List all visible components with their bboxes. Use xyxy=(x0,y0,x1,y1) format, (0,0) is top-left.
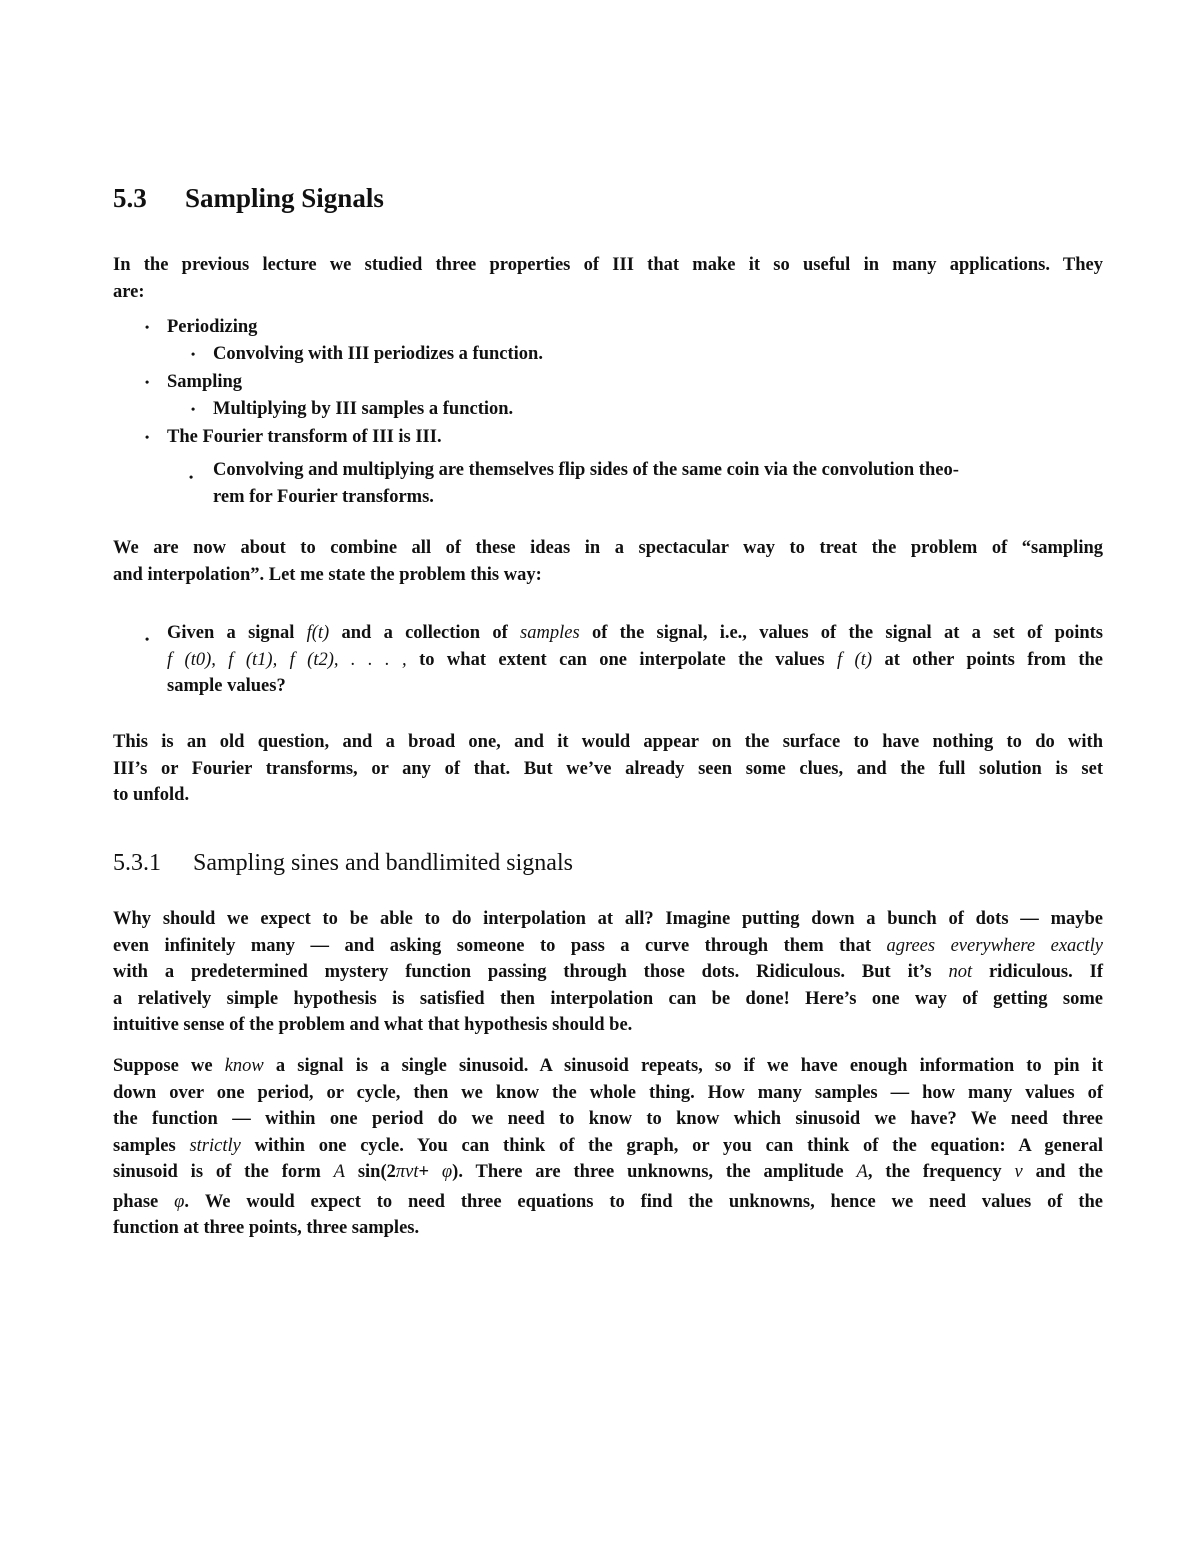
paragraph-text: samples xyxy=(113,1135,190,1156)
paragraph-line: to unfold. xyxy=(113,785,190,805)
paragraph-text: and the xyxy=(1022,1162,1103,1182)
bullet-subitem: Convolving and multiplying are themselves flip sides of the same coin via the convolution theo- xyxy=(213,460,959,480)
emphasis: not xyxy=(948,962,973,982)
math-plus: + xyxy=(418,1162,442,1182)
paragraph-line: intuitive sense of the problem and what that hypothesis should be. xyxy=(113,1015,633,1035)
paragraph-text: even infinitely many — and asking someone to pass a curve through them that xyxy=(113,935,887,956)
bullet-dot: • xyxy=(189,470,194,484)
emphasis: know xyxy=(224,1056,264,1076)
paragraph-text: a signal is a single sinusoid. A sinusoid repeats, so if we have enough information to pin it xyxy=(263,1056,1103,1076)
math-pi-nu-t: πνt xyxy=(395,1162,419,1182)
problem-text: to what extent can one interpolate the values xyxy=(406,649,837,670)
math-nu: ν xyxy=(1014,1162,1023,1182)
math-phi: φ xyxy=(174,1191,185,1212)
bullet-subitem: Convolving with III periodizes a function. xyxy=(213,344,543,364)
paragraph-text: Suppose we xyxy=(113,1056,225,1076)
emphasis: strictly xyxy=(189,1135,241,1156)
bullet-dot: • xyxy=(145,320,150,334)
bullet-item: Sampling xyxy=(167,372,243,392)
paragraph-text: ridiculous. If xyxy=(972,962,1103,982)
intro-line: are: xyxy=(113,281,145,302)
intro-line: In the previous lecture we studied three properties of III that make it so useful in many applications. They xyxy=(113,255,1103,275)
paragraph-text: phase xyxy=(113,1191,175,1212)
section-number: 5.3 xyxy=(113,183,147,213)
bullet-subitem: rem for Fourier transforms. xyxy=(213,487,434,507)
math-A: A xyxy=(333,1162,345,1182)
problem-text: at other points from the xyxy=(872,649,1103,670)
subsection-heading xyxy=(113,850,573,877)
section-title: Sampling Signals xyxy=(185,183,384,213)
paragraph-text: within one cycle. You can think of the graph, or you can think of the equation: A general xyxy=(240,1135,1103,1156)
math-sample-list: f (t0), f (t1), f (t2), . . . , xyxy=(167,649,407,670)
bullet-dot: • xyxy=(191,402,196,416)
bullet-dot: • xyxy=(145,375,150,389)
paragraph-text: sinusoid is of the form xyxy=(113,1162,334,1182)
paragraph-text: . We would expect to need three equations to find the unknowns, hence we need values of the xyxy=(184,1191,1103,1212)
bullet-subitem: Multiplying by III samples a function. xyxy=(213,399,514,419)
section-heading xyxy=(113,183,384,214)
paragraph xyxy=(113,906,1103,1039)
problem-text: sample values? xyxy=(167,676,286,696)
paragraph-text: , the frequency xyxy=(867,1162,1015,1182)
paragraph-line: function at three points, three samples. xyxy=(113,1218,420,1238)
bullet-item: Periodizing xyxy=(167,317,258,337)
bullet-item: The Fourier transform of III is III. xyxy=(167,427,442,447)
paragraph-line: a relatively simple hypothesis is satisfied then interpolation can be done! Here’s one way of getting some xyxy=(113,988,1103,1009)
paragraph xyxy=(113,1053,1103,1242)
problem-text: Given a signal xyxy=(167,623,307,643)
paragraph-line: Why should we expect to be able to do interpolation at all? Imagine putting down a bunch of dots — maybe xyxy=(113,909,1103,929)
subsection-title: Sampling sines and bandlimited signals xyxy=(193,850,573,876)
math-t: (t) xyxy=(311,623,330,643)
math-A: A xyxy=(856,1162,868,1182)
problem-text: of the signal, i.e., values of the signal at a set of points xyxy=(579,623,1103,643)
math-phi: φ xyxy=(441,1162,453,1182)
subsection-number: 5.3.1 xyxy=(113,850,161,876)
paragraph-line: This is an old question, and a broad one, and it would appear on the surface to have nothing to do with xyxy=(113,732,1103,752)
paragraph-line: and interpolation”. Let me state the problem this way: xyxy=(113,564,542,585)
problem-statement xyxy=(167,620,1103,700)
math-sin: sin(2 xyxy=(344,1162,396,1182)
paragraph-line: the function — within one period do we need to know to know which sinusoid we have? We need three xyxy=(113,1109,1103,1129)
bullet-dot: • xyxy=(145,430,150,444)
paragraph xyxy=(113,535,1103,588)
paragraph-text: ). There are three unknowns, the amplitude xyxy=(452,1162,857,1182)
paragraph-line: III’s or Fourier transforms, or any of that. But we’ve already seen some clues, and the full solution is set xyxy=(113,758,1103,779)
intro-paragraph xyxy=(113,252,1103,305)
math-f: f xyxy=(306,623,312,643)
paragraph xyxy=(113,729,1103,809)
paragraph-line: We are now about to combine all of these ideas in a spectacular way to treat the problem of “sampling xyxy=(113,538,1103,558)
problem-text: and a collection of xyxy=(329,623,521,643)
emphasis: agrees everywhere exactly xyxy=(886,935,1103,956)
paragraph-text: with a predetermined mystery function passing through those dots. Ridiculous. But it’s xyxy=(113,962,949,982)
bullet-dot: • xyxy=(145,632,150,646)
emphasis-samples: samples xyxy=(520,623,580,643)
bullet-dot: • xyxy=(191,347,196,361)
math-ft: f (t) xyxy=(837,649,873,670)
paragraph-line: down over one period, or cycle, then we know the whole thing. How many samples — how many values of xyxy=(113,1082,1103,1103)
